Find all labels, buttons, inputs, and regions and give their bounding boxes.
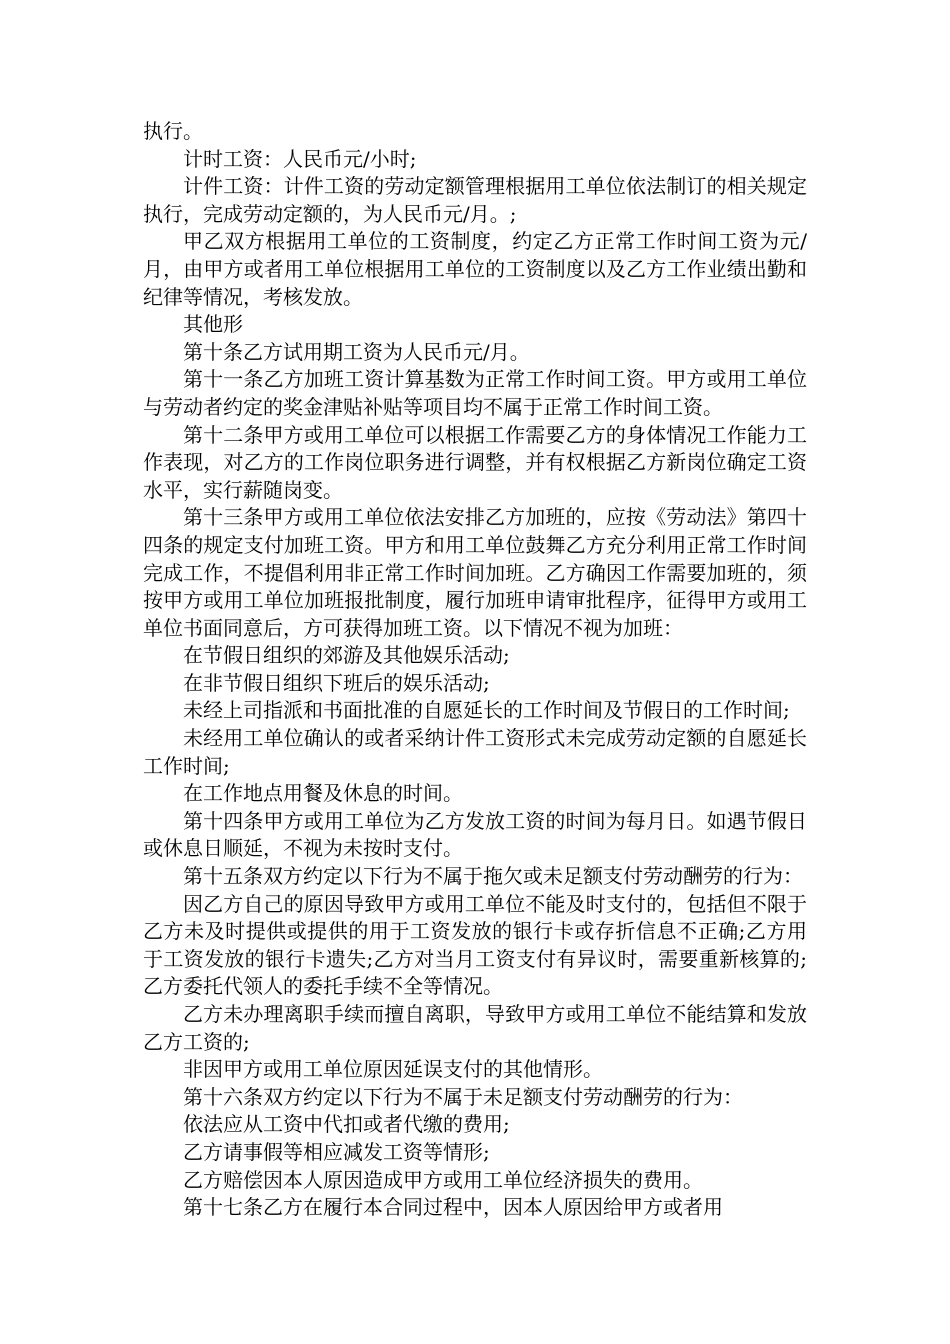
article-10: 第十条乙方试用期工资为人民币元/月。 bbox=[183, 339, 530, 364]
article-16: 第十六条双方约定以下行为不属于未足额支付劳动酬劳的行为： bbox=[183, 1084, 743, 1109]
article-14: 第十四条甲方或用工单位为乙方发放工资的时间为每月日。如遇节假日或休息日顺延，不视为未按时支付。 bbox=[143, 808, 807, 861]
list-item: 乙方请事假等相应减发工资等情形; bbox=[183, 1139, 490, 1164]
list-item: 未经用工单位确认的或者采纳计件工资形式未完成劳动定额的自愿延长工作时间; bbox=[143, 726, 807, 778]
list-item: 在工作地点用餐及休息的时间。 bbox=[183, 781, 463, 806]
paragraph-normal-wage: 甲乙双方根据用工单位的工资制度，约定乙方正常工作时间工资为元/月，由甲方或者用工单位根据用工单位的工资制度以及乙方工作业绩出勤和纪律等情况，考核发放。 bbox=[143, 229, 807, 309]
list-item: 因乙方自己的原因导致甲方或用工单位不能及时支付的，包括但不限于乙方未及时提供或提供的用于工资发放的银行卡或存折信息不正确;乙方用于工资发放的银行卡遗失;乙方对当月工资支付有异议时，需要重新核算的;乙方委托代领人的委托手续不全等情况。 bbox=[143, 891, 807, 999]
list-item: 未经上司指派和书面批准的自愿延长的工作时间及节假日的工作时间; bbox=[183, 698, 790, 723]
article-12: 第十二条甲方或用工单位可以根据工作需要乙方的身体情况工作能力工作表现，对乙方的工作岗位职务进行调整，并有权根据乙方新岗位确定工资水平，实行薪随岗变。 bbox=[143, 422, 807, 502]
paragraph-piece-wage: 计件工资：计件工资的劳动定额管理根据用工单位依法制订的相关规定执行，完成劳动定额的，为人民币元/月。; bbox=[143, 174, 807, 226]
document-page bbox=[143, 118, 807, 1222]
list-item: 乙方赔偿因本人原因造成甲方或用工单位经济损失的费用。 bbox=[183, 1167, 703, 1192]
paragraph-hourly-wage: 计时工资：人民币元/小时; bbox=[183, 146, 417, 171]
list-item: 依法应从工资中代扣或者代缴的费用; bbox=[183, 1112, 510, 1137]
article-11: 第十一条乙方加班工资计算基数为正常工作时间工资。甲方或用工单位与劳动者约定的奖金津贴补贴等项目均不属于正常工作时间工资。 bbox=[143, 367, 807, 419]
article-15: 第十五条双方约定以下行为不属于拖欠或未足额支付劳动酬劳的行为： bbox=[183, 864, 803, 889]
paragraph-continuation: 执行。 bbox=[143, 119, 203, 143]
list-item: 乙方未办理离职手续而擅自离职，导致甲方或用工单位不能结算和发放乙方工资的; bbox=[143, 1002, 807, 1054]
list-item: 在节假日组织的郊游及其他娱乐活动; bbox=[183, 643, 510, 668]
article-17: 第十七条乙方在履行本合同过程中，因本人原因给甲方或者用 bbox=[183, 1195, 723, 1220]
paragraph-other-form: 其他形 bbox=[183, 312, 243, 337]
list-item: 在非节假日组织下班后的娱乐活动; bbox=[183, 670, 490, 695]
article-13: 第十三条甲方或用工单位依法安排乙方加班的，应按《劳动法》第四十四条的规定支付加班工资。甲方和用工单位鼓舞乙方充分利用正常工作时间完成工作，不提倡利用非正常工作时间加班。乙方确因工作需要加班的，须按甲方或用工单位加班报批制度，履行加班申请审批程序，征得甲方或用工单位书面同意后，方可获得加班工资。以下情况不视为加班： bbox=[143, 505, 807, 640]
list-item: 非因甲方或用工单位原因延误支付的其他情形。 bbox=[183, 1057, 603, 1082]
